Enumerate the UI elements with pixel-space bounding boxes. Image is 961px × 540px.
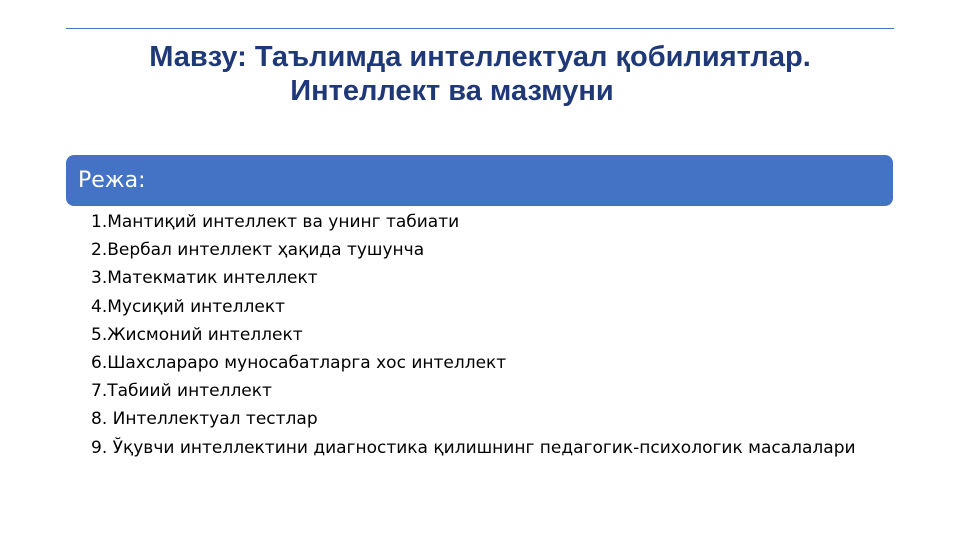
slide-title-line-2: Интеллект ва мазмуни (290, 75, 614, 107)
plan-item: 5.Жисмоний интеллект (91, 324, 303, 345)
slide-title (66, 40, 894, 108)
plan-item: 1.Мантиқий интеллект ва унинг табиати (91, 212, 460, 232)
slide-title-line-1: Мавзу: Таълимда интеллектуал қобилиятлар. (149, 41, 811, 73)
plan-item: 2.Вербал интеллект ҳақида тушунча (91, 240, 425, 261)
plan-header-bar (66, 155, 893, 206)
plan-item: 7.Табиий интеллект (91, 381, 272, 402)
plan-header-label: Режа: (78, 167, 146, 193)
plan-list (91, 208, 856, 462)
plan-item: 8. Интеллектуал тестлар (91, 409, 318, 430)
plan-item: 3.Матекматик интеллект (91, 268, 318, 289)
plan-item: 4.Мусиқий интеллект (91, 296, 285, 317)
plan-item: 9. Ўқувчи интеллектини диагностика қилишнинг педагогик-психологик масалалари (91, 437, 856, 458)
top-divider-line (66, 28, 894, 29)
plan-item: 6.Шахслараро муносабатларга хос интеллект (91, 353, 507, 374)
